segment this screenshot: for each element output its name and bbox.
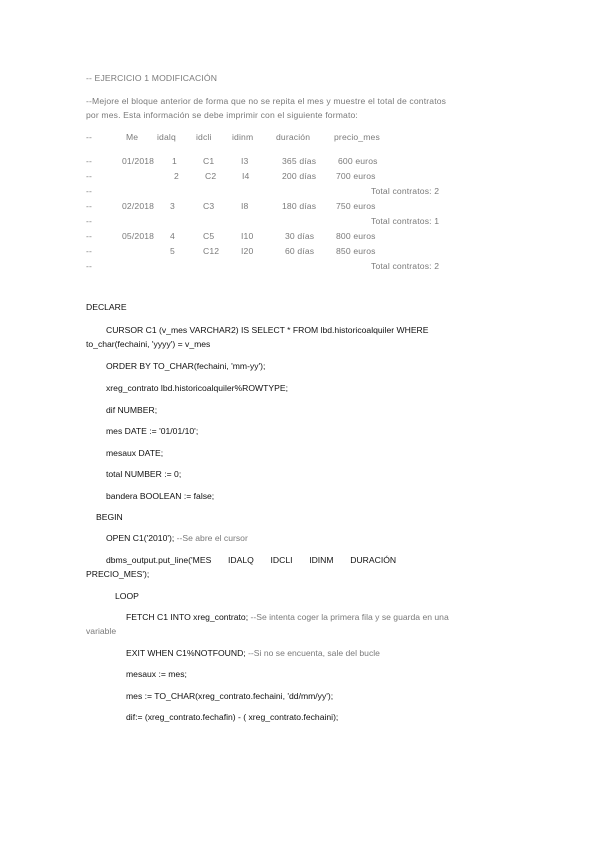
row-idinm: I20 (241, 246, 254, 256)
row-idalq: 1 (172, 156, 177, 166)
code-cursor-line-1: CURSOR C1 (v_mes VARCHAR2) IS SELECT * FROM lbd.historicoalquiler WHERE (106, 325, 429, 335)
row-precio: 750 euros (336, 201, 376, 211)
code-open-comment: --Se abre el cursor (174, 533, 248, 543)
row-duracion: 30 días (285, 231, 315, 241)
code-open (106, 533, 248, 543)
row-idalq: 5 (170, 246, 175, 256)
header-mes: Me (126, 132, 139, 142)
code-mes-assign: mes := TO_CHAR(xreg_contrato.fechaini, 'dd/mm/yy'); (126, 691, 334, 701)
code-dbms-line-1: dbms_output.put_line('MES IDALQ IDCLI IDINM DURACIÓN (106, 555, 397, 565)
code-loop: LOOP (115, 591, 139, 601)
row-precio: 700 euros (336, 171, 376, 181)
row-dashes: -- (86, 186, 93, 196)
header-precio-mes: precio_mes (334, 132, 380, 142)
row-dashes: -- (86, 231, 93, 241)
row-idalq: 2 (174, 171, 179, 181)
header-idcli: idcli (196, 132, 212, 142)
code-fetch (126, 612, 449, 622)
row-mes: 02/2018 (122, 201, 155, 211)
row-total: Total contratos: 2 (371, 261, 440, 271)
row-dashes: -- (86, 246, 93, 256)
code-mesaux: mesaux DATE; (106, 448, 164, 458)
row-total: Total contratos: 1 (371, 216, 440, 226)
header-idalq: idalq (157, 132, 176, 142)
code-fetch-comment: --Se intenta coger la primera fila y se guarda en una (248, 612, 449, 622)
code-xreg: xreg_contrato lbd.historicoalquiler%ROWTYPE; (106, 383, 288, 393)
row-idcli: C12 (203, 246, 220, 256)
row-idalq: 3 (170, 201, 175, 211)
row-duracion: 180 días (282, 201, 317, 211)
row-mes: 01/2018 (122, 156, 155, 166)
code-begin: BEGIN (96, 512, 123, 522)
row-idinm: I10 (241, 231, 254, 241)
code-bandera: bandera BOOLEAN := false; (106, 491, 215, 501)
code-exit-statement: EXIT WHEN C1%NOTFOUND; (126, 648, 246, 658)
row-dashes: -- (86, 201, 93, 211)
code-dif: dif NUMBER; (106, 405, 158, 415)
row-dashes: -- (86, 171, 93, 181)
row-dashes: -- (86, 156, 93, 166)
code-mes: mes DATE := '01/01/10'; (106, 426, 199, 436)
header-duracion: duración (276, 132, 311, 142)
code-open-statement: OPEN C1('2010'); (106, 533, 175, 543)
row-precio: 800 euros (336, 231, 376, 241)
description-line-2: por mes. Esta información se debe imprimir con el siguiente formato: (86, 110, 358, 120)
code-exit-comment: --Si no se encuenta, sale del bucle (245, 648, 380, 658)
row-mes: 05/2018 (122, 231, 155, 241)
row-idalq: 4 (170, 231, 175, 241)
row-duracion: 60 días (285, 246, 315, 256)
row-idinm: I4 (242, 171, 250, 181)
code-cursor-line-2: to_char(fechaini, 'yyyy') = v_mes (86, 339, 211, 349)
row-precio: 600 euros (338, 156, 378, 166)
row-duracion: 365 días (282, 156, 317, 166)
row-dashes: -- (86, 216, 93, 226)
row-total: Total contratos: 2 (371, 186, 440, 196)
code-exit (126, 648, 380, 658)
description-line-1: --Mejore el bloque anterior de forma que no se repita el mes y muestre el total de contratos (86, 96, 447, 106)
code-order-by: ORDER BY TO_CHAR(fechaini, 'mm-yy'); (106, 361, 266, 371)
code-mesaux-assign: mesaux := mes; (126, 669, 187, 679)
row-idinm: I8 (241, 201, 249, 211)
row-idcli: C1 (203, 156, 215, 166)
row-duracion: 200 días (282, 171, 317, 181)
row-idinm: I3 (241, 156, 249, 166)
code-dif-assign: dif:= (xreg_contrato.fechafin) - ( xreg_contrato.fechaini); (126, 712, 339, 722)
row-dashes: -- (86, 261, 93, 271)
row-idcli: C5 (203, 231, 215, 241)
code-fetch-comment-line-2: variable (86, 626, 117, 636)
row-idcli: C3 (203, 201, 215, 211)
header-idinm: idinm (232, 132, 254, 142)
exercise-title: -- EJERCICIO 1 MODIFICACIÓN (86, 73, 218, 83)
code-declare: DECLARE (86, 302, 127, 312)
code-total: total NUMBER := 0; (106, 469, 182, 479)
row-precio: 850 euros (336, 246, 376, 256)
header-dashes: -- (86, 132, 93, 142)
code-dbms-line-2: PRECIO_MES'); (86, 569, 150, 579)
row-idcli: C2 (205, 171, 217, 181)
code-fetch-statement: FETCH C1 INTO xreg_contrato; (126, 612, 249, 622)
